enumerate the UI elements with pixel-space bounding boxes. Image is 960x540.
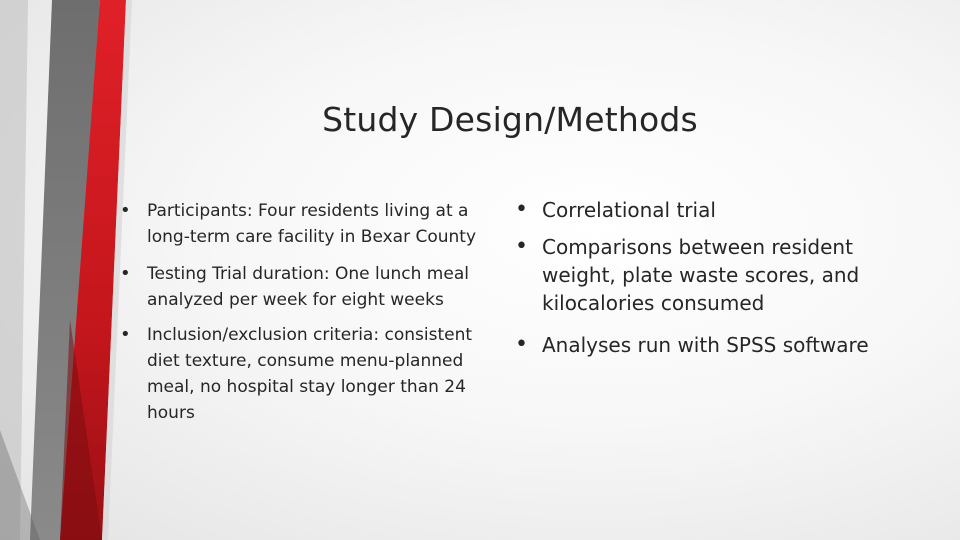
bullet-icon: • — [120, 200, 131, 221]
bullet-icon: • — [120, 324, 131, 345]
bullet-icon: • — [515, 197, 528, 222]
bullet-icon: • — [120, 263, 131, 284]
bullet-text: Analyses run with SPSS software — [542, 333, 869, 357]
slide-title: Study Design/Methods — [322, 100, 698, 139]
bullet-text: Testing Trial duration: One lunch meal analyzed per week for eight weeks — [147, 264, 469, 310]
list-item — [515, 233, 875, 317]
bullet-text: Inclusion/exclusion criteria: consistent diet texture, consume menu-planned meal, no hospital stay longer than 24 hours — [147, 325, 473, 423]
bullet-text: Comparisons between resident weight, plate waste scores, and kilocalories consumed — [542, 235, 860, 315]
list-item — [120, 261, 500, 313]
list-item — [515, 331, 875, 359]
list-item — [120, 322, 500, 426]
left-bullet-list — [120, 198, 500, 435]
bullet-text: Participants: Four residents living at a long-term care facility in Bexar County — [147, 201, 477, 247]
list-item — [120, 198, 500, 250]
right-bullet-list — [515, 196, 875, 368]
list-item — [515, 196, 875, 224]
bullet-text: Correlational trial — [542, 198, 716, 222]
bullet-icon: • — [515, 234, 528, 259]
bullet-icon: • — [515, 332, 528, 357]
